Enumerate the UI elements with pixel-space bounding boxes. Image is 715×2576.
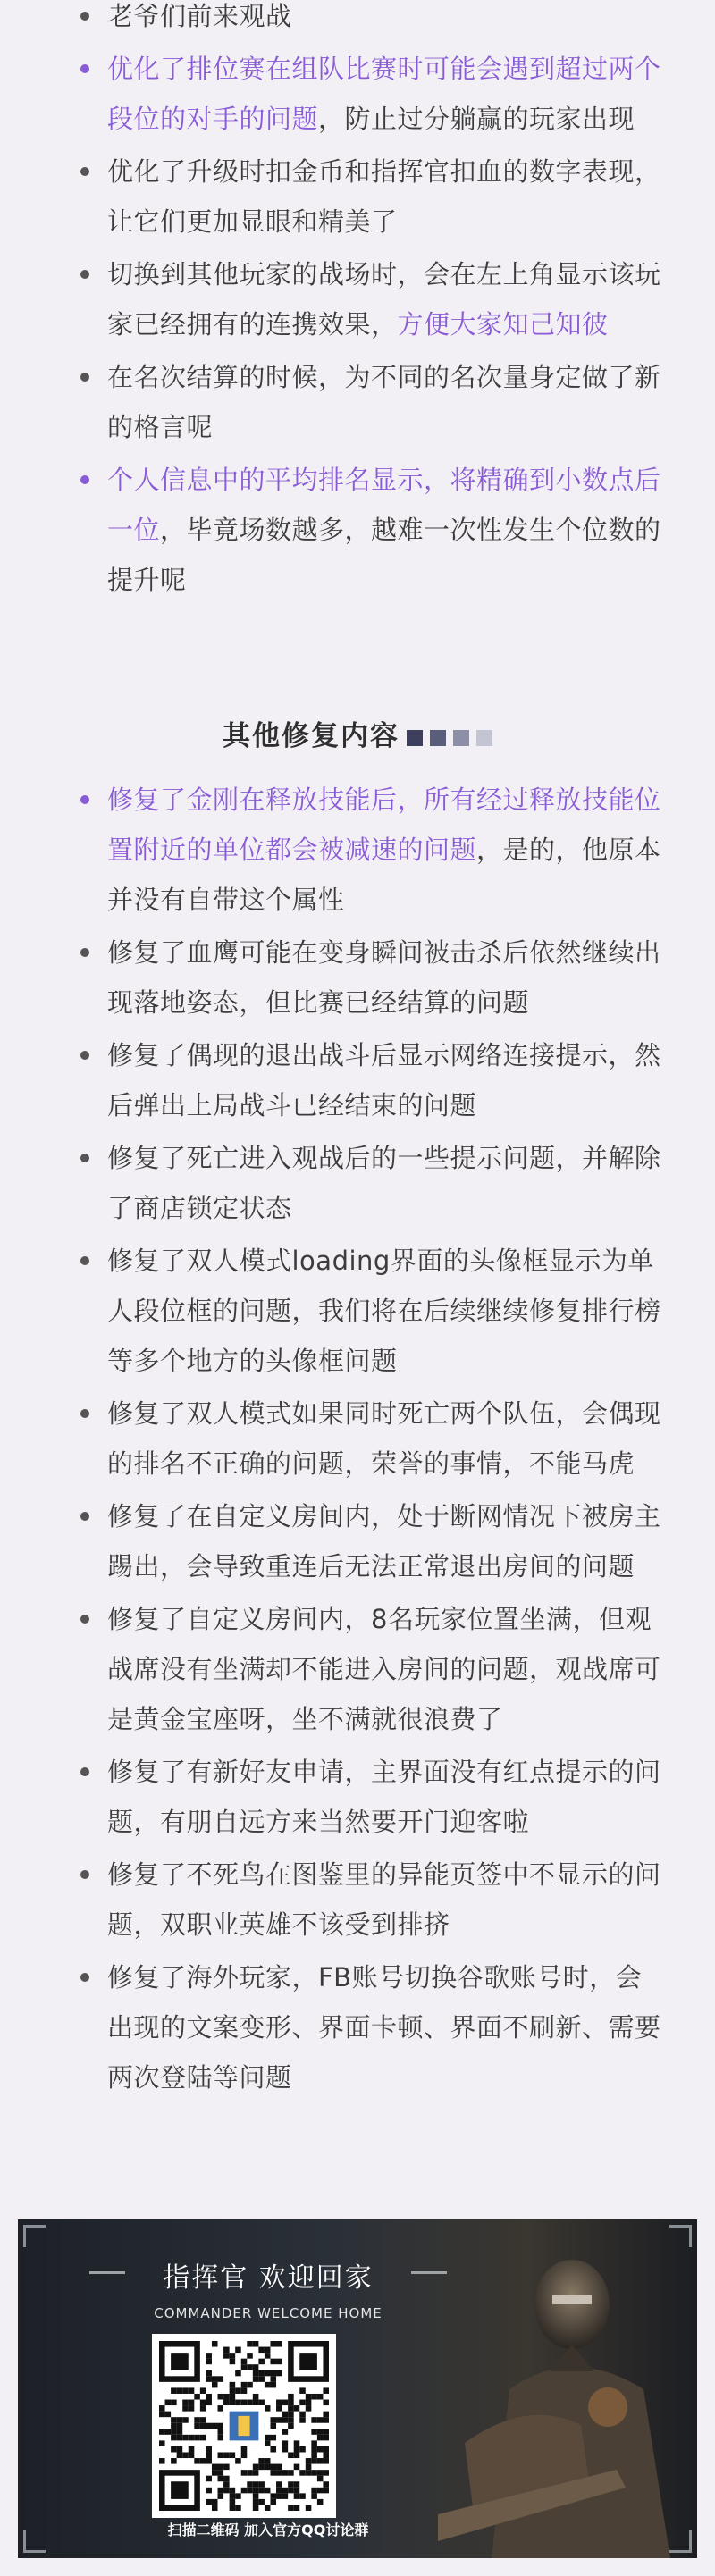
highlighted-text: 优化了排位赛在组队比赛时可能会遇到超过两个段位的对手的问题 [107,54,661,134]
fix-item [0,775,715,925]
item-text: ，毕竟场数越多，越难一次性发生个位数的提升呢 [107,515,661,595]
fix-item [0,1850,715,1950]
item-text: 修复了海外玩家，FB账号切换谷歌账号时，会出现的文案变形、界面卡顿、界面不刷新、需要两次登陆等问题 [107,1962,661,2093]
item-text: 修复了血鹰可能在变身瞬间被击杀后依然继续出现落地姿态，但比赛已经结算的问题 [107,937,661,1018]
item-text: ，是的，他原本并没有自带这个属性 [107,835,661,915]
list-item [0,0,715,41]
heading-square [476,730,492,746]
item-text: 修复了有新好友申请，主界面没有红点提示的问题，有朋自远方来当然要开门迎客啦 [107,1757,661,1837]
item-text: 修复了自定义房间内，8名玩家位置坐满，但观战席没有坐满却不能进入房间的问题，观战席可是黄金宝座呀，坐不满就很浪费了 [107,1604,661,1734]
item-text: 在名次结算的时候，为不同的名次量身定做了新的格言呢 [107,362,661,442]
fix-item [0,1952,715,2102]
item-text: 修复了在自定义房间内，处于断网情况下被房主踢出，会导致重连后无法正常退出房间的问题 [107,1501,661,1582]
highlighted-text: 个人信息中的平均排名显示，将精确到小数点后一位 [107,465,661,545]
item-text: 修复了死亡进入观战后的一些提示问题，并解除了商店锁定状态 [107,1143,661,1223]
list-item [0,455,715,605]
highlighted-text: 方便大家知己知彼 [397,309,609,340]
commander-illustration [438,2219,697,2558]
heading-square [453,730,469,746]
item-text: 老爷们前来观战 [107,1,292,31]
list-item [0,44,715,144]
qr-code-image [159,2341,329,2511]
heading-square [430,730,446,746]
banner-corner [23,2530,46,2553]
heading-square [407,730,423,746]
banner-title: 指挥官 欢迎回家 [163,2262,374,2294]
item-text: 修复了偶现的退出战斗后显示网络连接提示，然后弹出上局战斗已经结束的问题 [107,1040,661,1120]
list-item [0,147,715,247]
item-text: 优化了升级时扣金币和指挥官扣血的数字表现，让它们更加显眼和精美了 [107,156,661,237]
qr-code[interactable] [152,2334,336,2518]
decorative-squares [400,720,492,752]
update-list [0,0,715,608]
fix-list [0,775,715,2105]
banner-caption: 扫描二维码 加入官方QQ讨论群 [167,2521,369,2538]
fix-item [0,1491,715,1591]
item-text: 修复了不死鸟在图鉴里的异能页签中不显示的问题，双职业英雄不该受到排挤 [107,1859,661,1940]
fix-item [0,927,715,1028]
banner-subtitle: COMMANDER WELCOME HOME [154,2305,383,2321]
item-text: 切换到其他玩家的战场时，会在左上角显示该玩家已经拥有的连携效果， [107,259,661,340]
fix-item [0,1747,715,1847]
title-bar-left [89,2271,125,2274]
banner-corner [23,2225,46,2247]
fix-item [0,1133,715,1233]
fix-item [0,1030,715,1130]
list-item [0,352,715,452]
fix-item [0,1389,715,1489]
promo-banner [18,2219,697,2558]
fix-item [0,1594,715,1744]
section-heading [0,713,715,753]
title-bar-right [411,2271,447,2274]
section-heading-text: 其他修复内容 [223,720,400,752]
highlighted-text: 修复了金刚在释放技能后，所有经过释放技能位置附近的单位都会被减速的问题 [107,785,661,865]
item-text: 修复了双人模式如果同时死亡两个队伍，会偶现的排名不正确的问题，荣誉的事情，不能马虎 [107,1398,661,1479]
list-item [0,249,715,349]
item-text: ，防止过分躺赢的玩家出现 [318,104,635,134]
item-text: 修复了双人模式loading界面的头像框显示为单人段位框的问题，我们将在后续继续修复排行榜等多个地方的头像框问题 [107,1246,661,1376]
fix-item [0,1236,715,1386]
